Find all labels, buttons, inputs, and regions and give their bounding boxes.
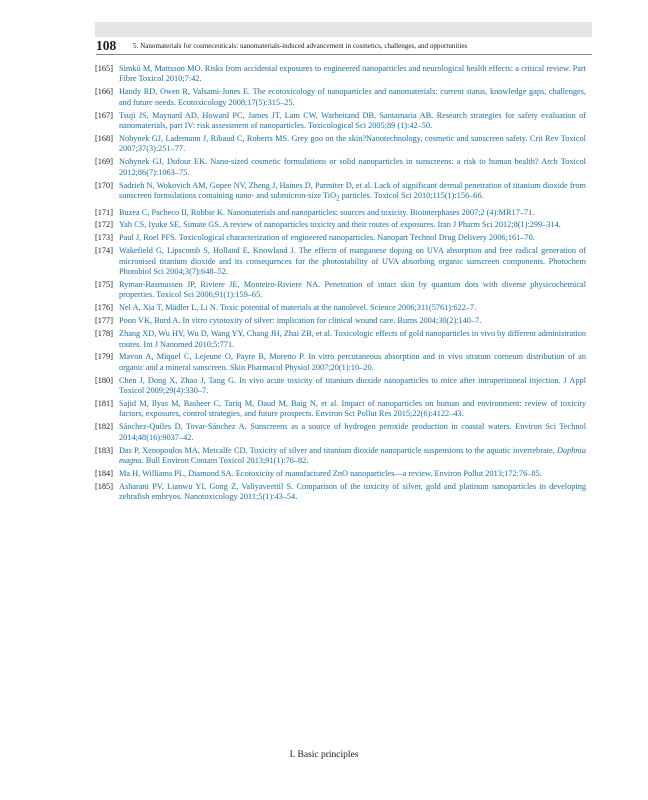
- reference-number: [182]: [95, 422, 113, 432]
- reference-item: [95, 469, 586, 479]
- species-name: Daphnia magna: [119, 445, 586, 466]
- reference-text[interactable]: Ma H, Williams PL, Diamond SA. Ecotoxicity of manufactured ZnO nanoparticles—a review. Environ Pollut 2013;172:76–85.: [119, 468, 542, 478]
- reference-text[interactable]: Buzea C, Pacheco II, Robbie K. Nanomaterials and nanoparticles: sources and toxicity. Biointerphases 2007;2 (4):MR17–71.: [119, 207, 535, 217]
- footer-section-title: I. Basic principles: [289, 750, 359, 760]
- reference-number: [180]: [95, 375, 113, 385]
- reference-text[interactable]: Nel A, Xia T, Mädler L, Li N. Toxic potential of materials at the nanolevel. Science 2006;311(5761):622–7.: [119, 303, 477, 313]
- reference-number: [168]: [95, 133, 113, 143]
- reference-text[interactable]: Poon VK, Burd A. In vitro cytotoxity of silver: implication for clinical wound care. Burns 2004;30(2):140–7.: [119, 316, 482, 326]
- reference-item: [95, 399, 586, 420]
- reference-item: [95, 246, 586, 277]
- reference-item: [95, 303, 586, 313]
- reference-list: [95, 64, 586, 505]
- reference-text[interactable]: [119, 446, 586, 467]
- reference-text[interactable]: Chen J, Dong X, Zhao J, Tang G. In vivo acute toxicity of titanium dioxide nanoparticles to mice after intraperitoneal injection. J Appl Toxicol 2009;29(4):330–7.: [119, 375, 586, 396]
- reference-text[interactable]: Nohynek GJ, Dufour EK. Nano-sized cosmetic formulations or solid nanoparticles in sunscreens: a risk to human health? Arch Toxicol 2012;86(7):1063–75.: [119, 157, 586, 177]
- reference-text[interactable]: Paul J, Roel PFS. Toxicological characterization of engineered nanoparticles. Nanopart Technol Drug Delivery 2006;161–70.: [119, 233, 535, 243]
- reference-number: [171]: [95, 207, 113, 217]
- reference-item: [95, 446, 586, 467]
- reference-text[interactable]: Handy RD, Owen R, Valsami-Jones E. The ecotoxicology of nanoparticles and nanomaterials: current status, knowledge gaps, challenges, and future needs. Ecotoxicology 2008;17(5):315–25.: [119, 87, 586, 107]
- reference-number: [165]: [95, 64, 113, 73]
- reference-item: [95, 134, 586, 155]
- reference-item: [95, 157, 586, 178]
- reference-item: [95, 316, 586, 326]
- reference-number: [170]: [95, 180, 113, 190]
- reference-item: [95, 482, 586, 503]
- reference-text[interactable]: Wakefield G, Lipscomb S, Holland E, Knowland J. The effects of manganese doping on UVA absorption and free radical generation of micronised titanium dioxide and its consequences for the photostability of UVA absorbing organic sunscreen components. Photochem Photobiol Sci 2004;3(7):648–52.: [119, 246, 586, 277]
- reference-item: [95, 208, 586, 218]
- subscript: 2: [336, 195, 340, 203]
- reference-number: [183]: [95, 445, 113, 455]
- page-header: [96, 38, 592, 55]
- reference-number: [174]: [95, 246, 113, 256]
- header-bar: [95, 22, 592, 37]
- reference-text[interactable]: Nohynek GJ, Lademann J, Ribaud C, Roberts MS. Grey goo on the skin?Nanotechnology, cosmetic and sunscreen safety. Crit Rev Toxicol 2007;37(3):251–77.: [119, 133, 586, 154]
- reference-text[interactable]: Sánchez-Quiles D, Tovar-Sánchez A. Sunscreens as a source of hydrogen peroxide production in coastal waters. Environ Sci Technol 2014;48(16):9037–42.: [119, 422, 586, 442]
- reference-number: [185]: [95, 481, 113, 491]
- reference-item: [95, 376, 586, 397]
- reference-number: [175]: [95, 279, 113, 289]
- reference-item: [95, 422, 586, 443]
- reference-text[interactable]: Yah CS, Iyuke SE, Simate GS. A review of nanoparticles toxicity and their routes of exposures. Iran J Pharm Sci 2012;8(1):299–314.: [119, 220, 561, 230]
- reference-number: [177]: [95, 316, 113, 326]
- reference-number: [169]: [95, 157, 113, 167]
- reference-text[interactable]: [119, 181, 586, 205]
- reference-text-before: Das P, Xenopoulos MA, Metcalfe CD. Toxicity of silver and titanium dioxide nanoparticle suspensions to the aquatic invertebrate,: [119, 445, 557, 455]
- reference-text[interactable]: Tsuji JS, Maynard AD, Howard PC, James JT, Lam CW, Warheitand DB, Santamaria AB. Research strategies for safety evaluation of nanomaterials, part IV: risk assessment of nanoparticles. Toxicological Sci 2005;89 (1):42–50.: [119, 110, 586, 131]
- reference-text-before: Sadrieh N, Wokovich AM, Gopee NV, Zheng J, Haines D, Parmiter D, et al. Lack of significant dermal penetration of titanium dioxide from sunscreen formulations containing nano- and submicron-size TiO: [119, 180, 586, 200]
- reference-number: [173]: [95, 233, 113, 243]
- reference-number: [172]: [95, 220, 113, 230]
- reference-item: [95, 87, 586, 108]
- reference-text[interactable]: Simkó M, Mattsson MO. Risks from accidental exposures to engineered nanoparticles and neurological health effects: a critical review. Part Fibre Toxicol 2010;7:42.: [119, 64, 586, 84]
- reference-text-after: . Bull Environ Contam Toxicol 2013;91(1):76–82.: [141, 456, 309, 466]
- reference-number: [176]: [95, 303, 113, 313]
- reference-number: [179]: [95, 352, 113, 362]
- reference-item: [95, 329, 586, 350]
- reference-text[interactable]: Asharani PV, Lianwu YI, Gong Z, Valiyaveettil S. Comparison of the toxicity of silver, gold and platinum nanoparticles in developing zebrafish embryos. Nanotoxicology 2011;5(1):43–54.: [119, 481, 586, 502]
- reference-number: [181]: [95, 399, 113, 409]
- page-number: 108: [96, 38, 117, 53]
- reference-item: [95, 181, 586, 205]
- reference-number: [166]: [95, 87, 113, 97]
- reference-number: [178]: [95, 329, 113, 339]
- reference-item: [95, 280, 586, 301]
- reference-item: [95, 64, 586, 85]
- running-head: 5. Nanomaterials for cosmeceuticals: nanomaterials-induced advancement in cosmetics, challenges, and opportunities: [133, 42, 468, 50]
- reference-number: [167]: [95, 110, 113, 120]
- reference-text[interactable]: Sajid M, Ilyas M, Basheer C, Tariq M, Daud M, Baig N, et al. Impact of nanoparticles on human and environment: review of toxicity factors, exposures, control strategies, and future prospects. Environ Sci Pollut Res 2015;22(6):4122–43.: [119, 399, 586, 419]
- reference-text[interactable]: Mavon A, Miquel C, Lejeune O, Payre B, Moretto P. In vitro percutaneous absorption and in vivo stratum corneum distribution of an organic and a mineral sunscreen. Skin Pharmacol Physiol 2007;20(1):10–20.: [119, 352, 586, 372]
- reference-number: [184]: [95, 468, 113, 478]
- reference-item: [95, 233, 586, 243]
- reference-item: [95, 111, 586, 132]
- reference-text[interactable]: Ryman-Rasmussen JP, Riviere JE, Monteiro-Riviere NA. Penetration of intact skin by quantum dots with diverse physicochemical properties. Toxicol Sci 2006;91(1):159–65.: [119, 279, 586, 300]
- reference-item: [95, 352, 586, 373]
- reference-item: [95, 220, 586, 230]
- reference-text[interactable]: Zhang XD, Wu HY, Wu D, Wang YY, Chang JH, Zhai ZB, et al. Toxicologic effects of gold nanoparticles in vivo by different administration routes. Int J Nanomed 2010;5:771.: [119, 329, 586, 349]
- reference-text-after: particles. Toxicol Sci 2010;115(1):156–66.: [339, 190, 484, 200]
